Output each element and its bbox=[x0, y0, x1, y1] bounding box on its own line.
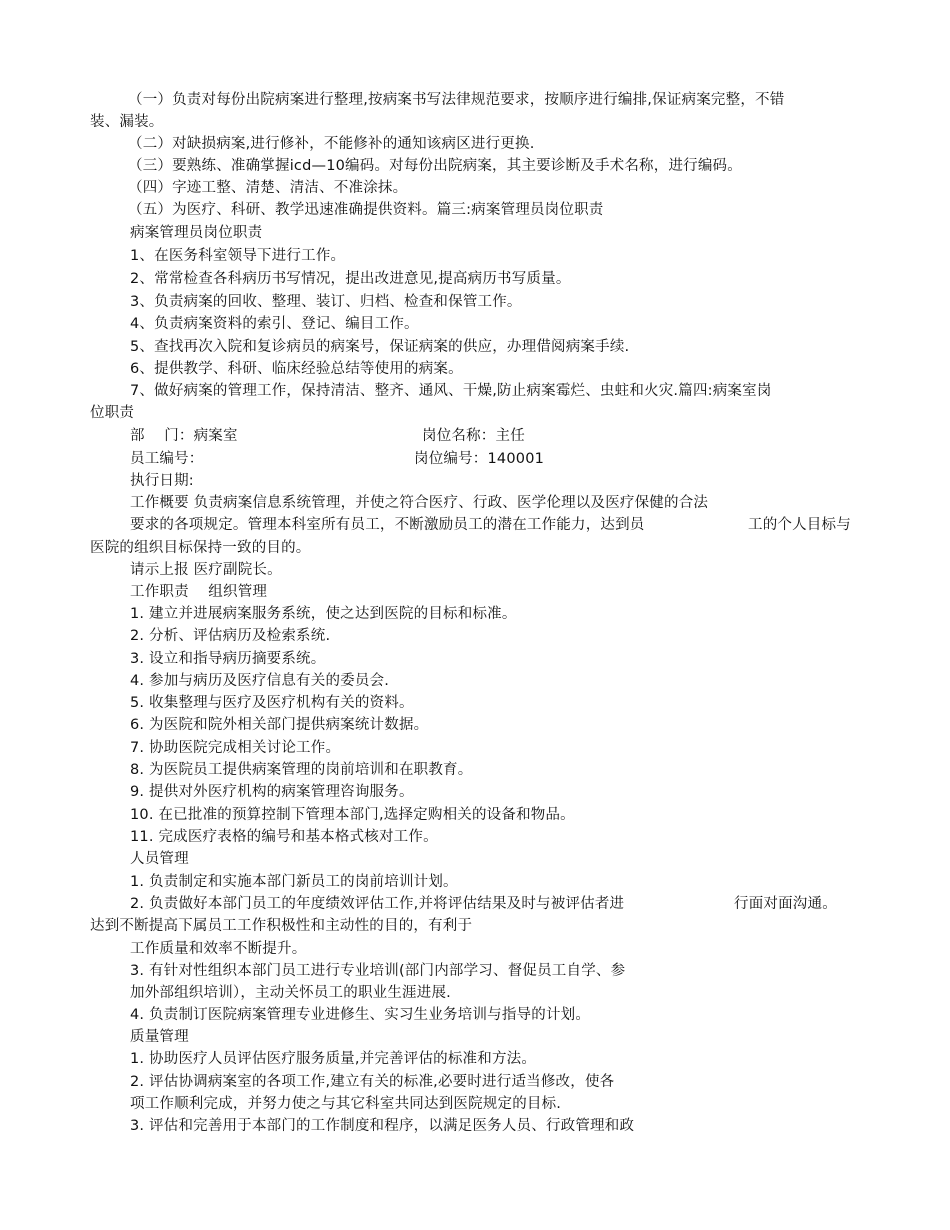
text-line: （五）为医疗、科研、教学迅速准确提供资料。篇三:病案管理员岗位职责 bbox=[128, 202, 604, 218]
list-item: 3. 有针对性组织本部门员工进行专业培训(部门内部学习、督促员工自学、参 bbox=[130, 963, 626, 979]
list-item: 8. 为医院员工提供病案管理的岗前培训和在职教育。 bbox=[130, 762, 473, 778]
text-line: （四）字迹工整、清楚、清洁、不准涂抹。 bbox=[128, 180, 408, 196]
text-line: （一）负责对每份出院病案进行整理,按病案书写法律规范要求，按顺序进行编排,保证病案完整，不错 bbox=[128, 92, 785, 108]
text-line: （二）对缺损病案,进行修补，不能修补的通知该病区进行更换. bbox=[128, 136, 535, 152]
position-number-field: 岗位编号：140001 bbox=[414, 451, 545, 467]
text-line: （三）要熟练、准确掌握icd—10编码。对每份出院病案，其主要诊断及手术名称，进行编码。 bbox=[128, 158, 742, 174]
text-line: 达到不断提高下属员工工作积极性和主动性的目的，有利于 bbox=[90, 918, 473, 934]
list-item: 3. 评估和完善用于本部门的工作制度和程序，以满足医务人员、行政管理和政 bbox=[130, 1118, 635, 1134]
text-line: 工作质量和效率不断提升。 bbox=[130, 941, 307, 957]
execution-date-field: 执行日期: bbox=[130, 473, 194, 489]
list-item: 9. 提供对外医疗机构的病案管理咨询服务。 bbox=[130, 784, 414, 800]
text-line: 1、在医务科室领导下进行工作。 bbox=[130, 248, 346, 264]
list-item: 2. 评估协调病案室的各项工作,建立有关的标准,必要时进行适当修改，使各 bbox=[130, 1074, 615, 1090]
text-line: 医院的组织目标保持一致的目的。 bbox=[90, 540, 311, 556]
text-line: 项工作顺利完成，并努力使之与其它科室共同达到医院规定的目标. bbox=[130, 1096, 562, 1112]
section-heading: 质量管理 bbox=[130, 1029, 189, 1045]
list-item: 5. 收集整理与医疗及医疗机构有关的资料。 bbox=[130, 695, 414, 711]
text-line: 位职责 bbox=[90, 405, 135, 421]
department-field: 部 门：病案室 bbox=[130, 428, 238, 444]
text-line: 病案管理员岗位职责 bbox=[130, 225, 263, 241]
text-line: 7、做好病案的管理工作，保持清洁、整齐、通风、干燥,防止病案霉烂、虫蛀和火灾.篇四:病案室岗 bbox=[130, 383, 772, 399]
text-line: 行面对面沟通。 bbox=[734, 896, 837, 912]
section-heading: 工作职责 组织管理 bbox=[130, 584, 268, 600]
text-line: 4、负责病案资料的索引、登记、编目工作。 bbox=[130, 316, 419, 332]
text-line: 3、负责病案的回收、整理、装订、归档、检查和保管工作。 bbox=[130, 294, 522, 310]
text-line: 5、查找再次入院和复诊病员的病案号，保证病案的供应，办理借阅病案手续. bbox=[130, 339, 630, 355]
list-item: 3. 设立和指导病历摘要系统。 bbox=[130, 651, 326, 667]
list-item: 6. 为医院和院外相关部门提供病案统计数据。 bbox=[130, 717, 429, 733]
list-item: 10. 在已批准的预算控制下管理本部门,选择定购相关的设备和物品。 bbox=[130, 807, 575, 823]
list-item: 2. 分析、评估病历及检索系统. bbox=[130, 628, 331, 644]
text-line: 6、提供教学、科研、临床经验总结等使用的病案。 bbox=[130, 361, 463, 377]
text-line: 工的个人目标与 bbox=[748, 517, 851, 533]
list-item: 1. 建立并进展病案服务系统，使之达到医院的目标和标准。 bbox=[130, 606, 517, 622]
text-line: 请示上报 医疗副院长。 bbox=[130, 562, 282, 578]
employee-number-field: 员工编号： bbox=[130, 451, 204, 467]
list-item: 11. 完成医疗表格的编号和基本格式核对工作。 bbox=[130, 829, 438, 845]
list-item: 4. 参加与病历及医疗信息有关的委员会. bbox=[130, 673, 390, 689]
text-line: 加外部组织培训），主动关怀员工的职业生涯进展. bbox=[130, 985, 451, 1001]
list-item: 7. 协助医院完成相关讨论工作。 bbox=[130, 740, 341, 756]
text-line: 2、常常检查各科病历书写情况，提出改进意见,提高病历书写质量。 bbox=[130, 271, 571, 287]
list-item: 1. 协助医疗人员评估医疗服务质量,并完善评估的标准和方法。 bbox=[130, 1051, 537, 1067]
list-item: 2. 负责做好本部门员工的年度绩效评估工作,并将评估结果及时与被评估者进 bbox=[130, 896, 625, 912]
list-item: 4. 负责制订医院病案管理专业进修生、实习生业务培训与指导的计划。 bbox=[130, 1007, 591, 1023]
position-name-field: 岗位名称：主任 bbox=[422, 428, 525, 444]
text-line: 要求的各项规定。管理本科室所有员工，不断激励员工的潜在工作能力，达到员 bbox=[130, 517, 645, 533]
section-heading: 人员管理 bbox=[130, 851, 189, 867]
list-item: 1. 负责制定和实施本部门新员工的岗前培训计划。 bbox=[130, 874, 458, 890]
text-line: 工作概要 负责病案信息系统管理，并使之符合医疗、行政、医学伦理以及医疗保健的合法 bbox=[130, 495, 709, 511]
text-line: 装、漏装。 bbox=[90, 114, 164, 130]
